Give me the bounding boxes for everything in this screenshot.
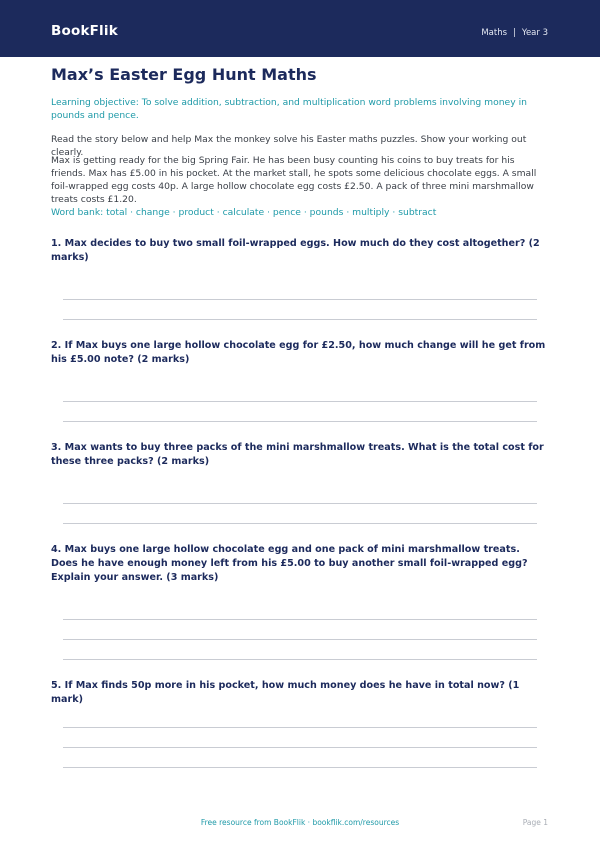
page-title: Max’s Easter Egg Hunt Maths <box>51 65 317 84</box>
answer-line[interactable] <box>63 319 537 320</box>
meta-separator: | <box>513 28 516 38</box>
answer-line[interactable] <box>63 639 537 640</box>
word-bank: Word bank: total · change · product · calculate · pence · pounds · multiply · subtract <box>51 207 437 218</box>
brand-logo[interactable]: BookFlik <box>51 23 118 39</box>
footer-link[interactable]: Free resource from BookFlik · bookflik.com/resources <box>200 818 400 827</box>
question-5: 5. If Max finds 50p more in his pocket, how much money does he have in total now? (1 mark) <box>51 680 520 705</box>
answer-line[interactable] <box>63 523 537 524</box>
answer-line[interactable] <box>63 727 537 728</box>
answer-line[interactable] <box>63 619 537 620</box>
subject-label: Maths <box>481 28 508 38</box>
answer-line[interactable] <box>63 659 537 660</box>
question-3: 3. Max wants to buy three packs of the mini marshmallow treats. What is the total cost for these three packs? (2 marks) <box>51 442 544 467</box>
answer-line[interactable] <box>63 421 537 422</box>
question-2: 2. If Max buys one large hollow chocolate egg for £2.50, how much change will he get from his £5.00 note? (2 marks) <box>51 340 546 365</box>
question-4: 4. Max buys one large hollow chocolate egg and one pack of mini marshmallow treats. Does he have enough money left from his £5.00 to buy another small foil-wrapped egg? Explain your answer. (3 marks) <box>51 544 528 583</box>
instructions: Read the story below and help Max the monkey solve his Easter maths puzzles. Show your working out clearly. <box>51 134 527 158</box>
answer-line[interactable] <box>63 299 537 300</box>
year-label: Year 3 <box>521 28 548 38</box>
answer-line[interactable] <box>63 503 537 504</box>
answer-line[interactable] <box>63 401 537 402</box>
learning-objective: Learning objective: To solve addition, subtraction, and multiplication word problems involving money in pounds and pence. <box>51 97 527 121</box>
page-header <box>0 0 600 57</box>
answer-line[interactable] <box>63 767 537 768</box>
header-meta <box>481 28 548 38</box>
question-1: 1. Max decides to buy two small foil-wrapped eggs. How much do they cost altogether? (2 marks) <box>51 238 540 263</box>
page-number: Page 1 <box>522 818 548 827</box>
answer-line[interactable] <box>63 747 537 748</box>
story-paragraph: Max is getting ready for the big Spring Fair. He has been busy counting his coins to buy treats for his friends. Max has £5.00 in his pocket. At the market stall, he spots some delicious chocolate eggs. A small foil-wrapped egg costs 40p. A large hollow chocolate egg costs £2.50. A pack of three mini marshmallow treats costs £1.20. <box>51 155 537 205</box>
